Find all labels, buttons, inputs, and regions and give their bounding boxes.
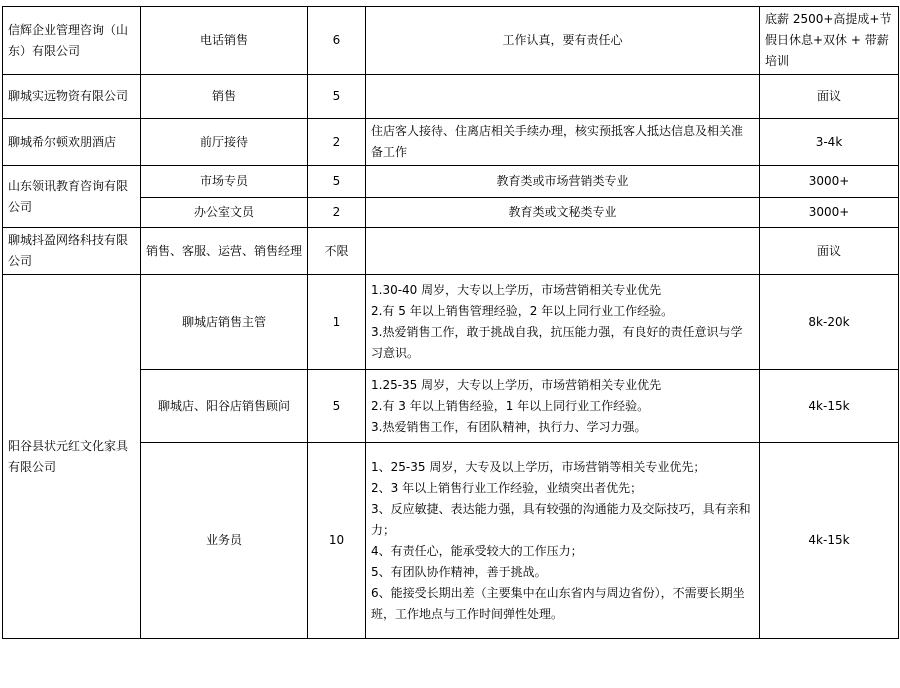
- count-cell: 6: [308, 7, 366, 75]
- position-cell: 销售: [141, 75, 308, 119]
- requirement-line: 1.25-35 周岁，大专以上学历，市场营销相关专业优先: [371, 377, 662, 392]
- company-cell: 聊城抖盈网络科技有限公司: [3, 228, 141, 275]
- requirements-cell: 教育类或市场营销类专业: [366, 166, 760, 198]
- requirement-line: 6、能接受长期出差（主要集中在山东省内与周边省份），不需要长期坐班，工作地点与工作时间弹性处理。: [371, 585, 745, 621]
- table-row: [3, 166, 899, 198]
- count-cell: 5: [308, 370, 366, 443]
- requirements-cell: 住店客人接待、住离店相关手续办理，核实预抵客人抵达信息及相关准备工作: [366, 119, 760, 166]
- position-cell: 办公室文员: [141, 198, 308, 228]
- requirement-line: 5、有团队协作精神，善于挑战。: [371, 564, 547, 579]
- requirement-line: 4、有责任心，能承受较大的工作压力；: [371, 543, 583, 558]
- count-cell: 5: [308, 75, 366, 119]
- table-row: [3, 275, 899, 370]
- requirements-cell: [366, 228, 760, 275]
- requirement-line: 1、25-35 周岁，大专及以上学历，市场营销等相关专业优先；: [371, 459, 706, 474]
- count-cell: 2: [308, 198, 366, 228]
- table-row: [3, 7, 899, 75]
- company-cell: 山东领讯教育咨询有限公司: [3, 166, 141, 228]
- count-cell: 2: [308, 119, 366, 166]
- job-listing-table: [2, 6, 899, 639]
- position-cell: 电话销售: [141, 7, 308, 75]
- table-row: [3, 228, 899, 275]
- requirement-line: 2.有 3 年以上销售经验，1 年以上同行业工作经验。: [371, 398, 650, 413]
- salary-cell: 3000+: [760, 166, 899, 198]
- position-cell: 聊城店销售主管: [141, 275, 308, 370]
- position-cell: 前厅接待: [141, 119, 308, 166]
- salary-cell: 3-4k: [760, 119, 899, 166]
- company-cell: 信辉企业管理咨询（山东）有限公司: [3, 7, 141, 75]
- salary-cell: 面议: [760, 228, 899, 275]
- requirements-cell: [366, 443, 760, 639]
- requirements-cell: 教育类或文秘类专业: [366, 198, 760, 228]
- salary-cell: 3000+: [760, 198, 899, 228]
- count-cell: 不限: [308, 228, 366, 275]
- requirements-cell: [366, 370, 760, 443]
- count-cell: 10: [308, 443, 366, 639]
- position-cell: 销售、客服、运营、销售经理: [141, 228, 308, 275]
- requirement-line: 3.热爱销售工作，有团队精神，执行力、学习力强。: [371, 419, 647, 434]
- position-cell: 业务员: [141, 443, 308, 639]
- salary-cell: 4k-15k: [760, 443, 899, 639]
- requirements-cell: [366, 275, 760, 370]
- salary-cell: 8k-20k: [760, 275, 899, 370]
- table-row: [3, 119, 899, 166]
- salary-cell: 底薪 2500+高提成+节假日休息+双休 + 带薪培训: [760, 7, 899, 75]
- position-cell: 聊城店、阳谷店销售顾问: [141, 370, 308, 443]
- requirement-line: 3.热爱销售工作，敢于挑战自我，抗压能力强，有良好的责任意识与学习意识。: [371, 325, 743, 360]
- requirement-line: 3、反应敏捷、表达能力强，具有较强的沟通能力及交际技巧，具有亲和力；: [371, 501, 751, 537]
- requirement-line: 2、3 年以上销售行业工作经验，业绩突出者优先；: [371, 480, 643, 495]
- count-cell: 5: [308, 166, 366, 198]
- count-cell: 1: [308, 275, 366, 370]
- company-cell: 聊城实远物资有限公司: [3, 75, 141, 119]
- requirements-cell: 工作认真，要有责任心: [366, 7, 760, 75]
- requirement-line: 2.有 5 年以上销售管理经验，2 年以上同行业工作经验。: [371, 304, 674, 318]
- position-cell: 市场专员: [141, 166, 308, 198]
- salary-cell: 4k-15k: [760, 370, 899, 443]
- salary-cell: 面议: [760, 75, 899, 119]
- requirements-cell: [366, 75, 760, 119]
- requirement-line: 1.30-40 周岁，大专以上学历，市场营销相关专业优先: [371, 283, 662, 297]
- table-row: [3, 75, 899, 119]
- company-cell: 阳谷县状元红文化家具有限公司: [3, 275, 141, 639]
- company-cell: 聊城希尔顿欢朋酒店: [3, 119, 141, 166]
